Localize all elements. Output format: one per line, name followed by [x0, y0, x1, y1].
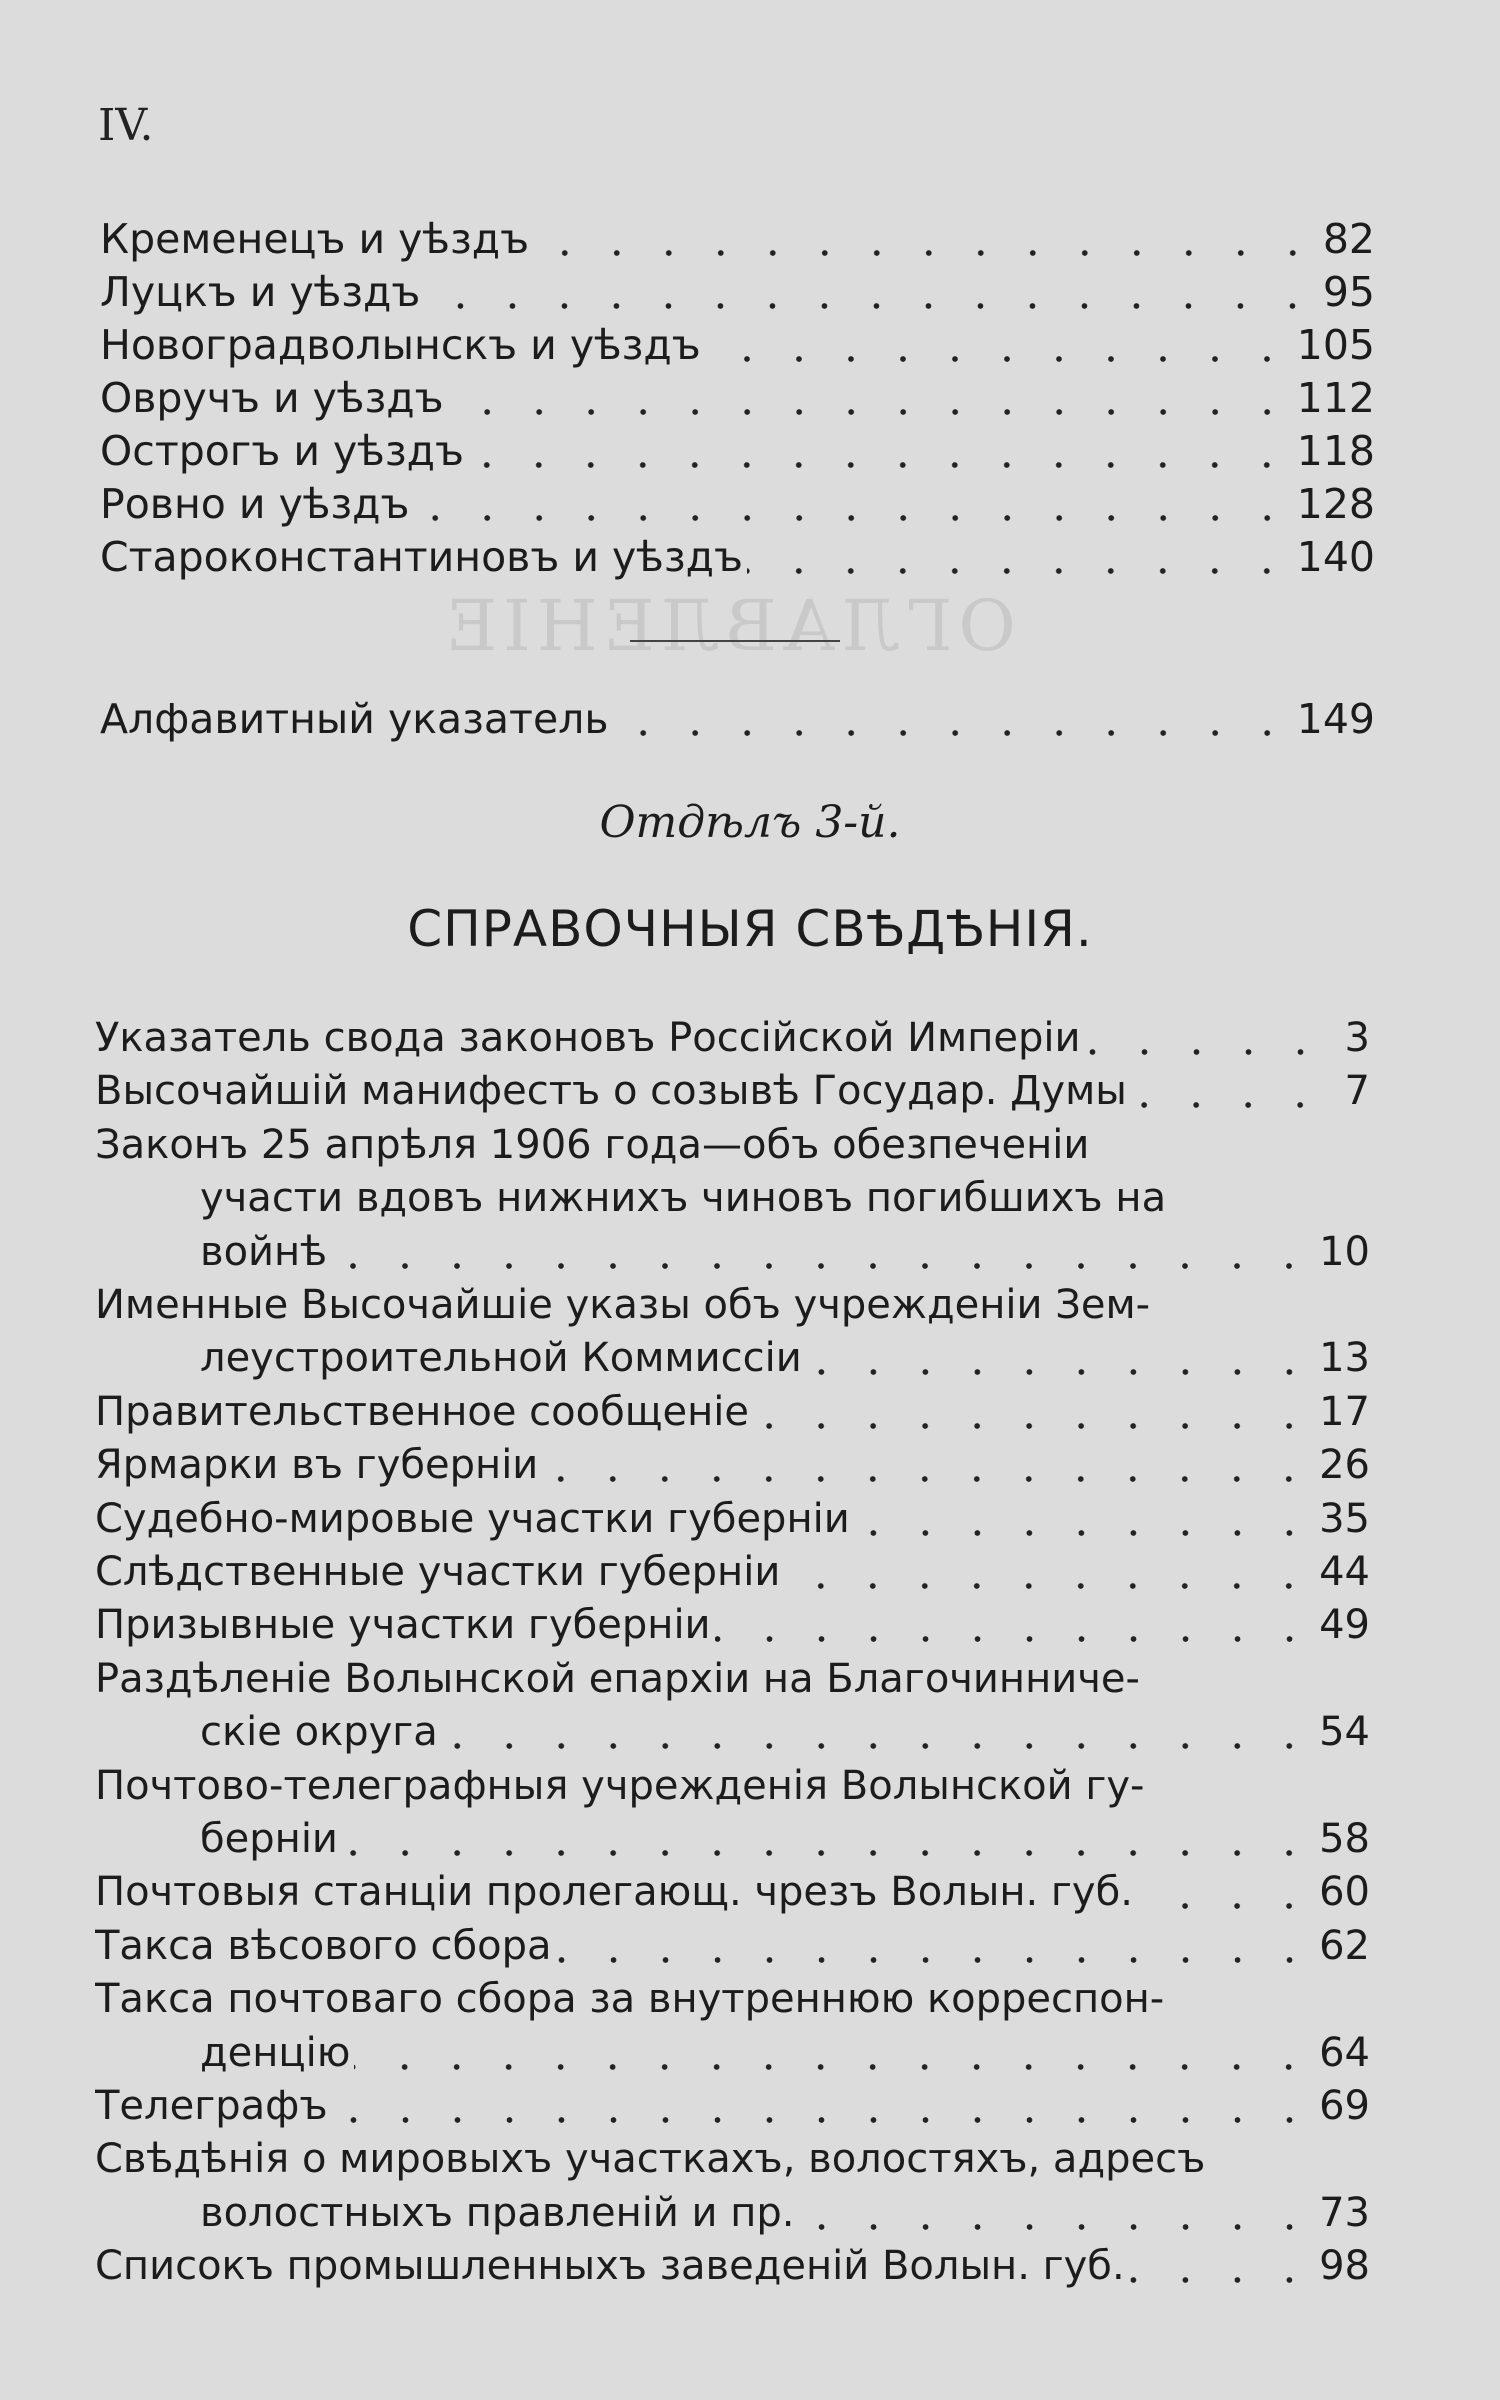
dot-leader [747, 531, 1293, 584]
dot-leader [753, 1386, 1315, 1439]
toc-entry [100, 478, 1375, 531]
toc-entry [95, 1065, 1370, 1118]
dot-leader [448, 372, 1293, 425]
toc-entry-title: леустроительной Коммиссіи [200, 1335, 802, 1382]
toc-entry-title: Слѣдственные участки губерніи [95, 1549, 781, 1595]
dot-leader [715, 1599, 1316, 1652]
toc-entry-page: 118 [1296, 427, 1375, 475]
section-divider [630, 640, 840, 642]
toc-entry-title: Луцкъ и уѣздъ [100, 268, 421, 316]
toc-entry-page: 98 [1319, 2243, 1370, 2290]
dot-leader [414, 478, 1293, 531]
toc-entry-page: 128 [1296, 480, 1375, 528]
toc-entry-page: 62 [1319, 1922, 1370, 1969]
toc-entry-title: Острогъ и уѣздъ [100, 427, 464, 475]
toc-entry-title: Кременецъ и уѣздъ [100, 215, 530, 263]
dot-leader [784, 1546, 1315, 1599]
toc-entry-page: 44 [1319, 1549, 1370, 1595]
toc-entry [100, 531, 1375, 584]
show-through-text: ОГЛАВЛЕНІЕ [440, 585, 1016, 667]
dot-leader [332, 2080, 1315, 2133]
toc-entry [95, 1279, 1370, 1332]
toc-entry-title: войнѣ [200, 1228, 328, 1275]
dot-leader [542, 1439, 1315, 1492]
dot-leader [1131, 1065, 1326, 1118]
toc-entry-title: Правительственное сообщеніе [95, 1388, 749, 1435]
toc-entry-title: Призывные участки губерніи [95, 1602, 711, 1649]
toc-entry [95, 1599, 1370, 1652]
toc-entry-title: Раздѣленіе Волынской епархіи на Благочинниче- [95, 1655, 1140, 1702]
toc-entry-title: Такса почтоваго сбора за внутреннюю корреспон- [95, 1976, 1165, 2023]
dot-leader [424, 266, 1318, 319]
toc-entry-title: Новоградволынскъ и уѣздъ [100, 321, 701, 369]
toc-entry [200, 2187, 1370, 2240]
toc-entry-page: 7 [1344, 1068, 1370, 1115]
dot-leader [331, 1226, 1315, 1279]
dot-leader [799, 2187, 1316, 2240]
toc-entry-page: 17 [1319, 1388, 1370, 1435]
toc-entry-page: 26 [1319, 1442, 1370, 1489]
toc-entry [95, 1973, 1370, 2026]
toc-entry-title: берніи [200, 1816, 338, 1862]
dot-leader [556, 1920, 1316, 1973]
toc-entry [100, 213, 1375, 266]
toc-entry [200, 2027, 1370, 2080]
dot-leader [342, 1813, 1315, 1866]
toc-entry-page: 112 [1296, 374, 1375, 422]
toc-entry-title: Овручъ и уѣздъ [100, 374, 444, 422]
toc-entry-title: денцію [200, 2029, 351, 2076]
page-number: IV. [98, 100, 154, 151]
toc-entry-page: 82 [1322, 215, 1375, 263]
toc-entry-page: 73 [1319, 2189, 1370, 2236]
toc-entry [100, 693, 1375, 746]
toc-entry [100, 266, 1375, 319]
toc-entry [95, 1920, 1370, 1973]
dot-leader [1129, 2240, 1315, 2293]
toc-entry [100, 372, 1375, 425]
toc-entry-title: участи вдовъ нижнихъ чиновъ погибшихъ на [200, 1175, 1167, 1222]
toc-entry-page: 140 [1296, 533, 1375, 581]
dot-leader [806, 1332, 1315, 1385]
toc-entry-page: 95 [1322, 268, 1375, 316]
toc-entry-title: Староконстантиновъ и уѣздъ [100, 533, 743, 581]
toc-entry-title: скіе округа [200, 1709, 438, 1756]
toc-entry-page: 49 [1319, 1602, 1370, 1649]
toc-entry-page: 35 [1319, 1495, 1370, 1542]
toc-entry-title: Алфавитный указатель [100, 695, 609, 743]
toc-entry-page: 105 [1296, 321, 1375, 369]
toc-entry-title: Такса вѣсового сбора [95, 1922, 552, 1969]
toc-entry [200, 1332, 1370, 1385]
toc-entry-page: 69 [1319, 2083, 1370, 2129]
section-title: СПРАВОЧНЫЯ СВѢДѢНІЯ. [407, 900, 1093, 958]
dot-leader [442, 1706, 1315, 1759]
dot-leader [468, 425, 1293, 478]
toc-entry-page: 58 [1319, 1816, 1370, 1862]
toc-entry-title: Почтово-телеграфныя учрежденія Волынской гу- [95, 1762, 1145, 1809]
toc-entry [95, 1386, 1370, 1439]
toc-entry-title: Высочайшій манифестъ о созывѣ Государ. Думы [95, 1068, 1127, 1115]
toc-entry [200, 1226, 1370, 1279]
section-label: Отдѣлъ 3-й. [599, 797, 901, 848]
toc-entry [95, 1546, 1370, 1599]
toc-entry [95, 1493, 1370, 1546]
toc-entry [200, 1813, 1370, 1866]
dot-leader [705, 319, 1293, 372]
toc-entry-title: Указатель свода законовъ Россійской Имперіи [95, 1015, 1081, 1061]
toc-entry-title: Ярмарки въ губерніи [95, 1442, 539, 1489]
toc-entry-page: 60 [1319, 1869, 1370, 1916]
dot-leader [613, 693, 1293, 746]
toc-entry-page: 64 [1319, 2029, 1370, 2076]
toc-entry [95, 1119, 1370, 1172]
toc-entry-title: Почтовыя станціи пролегающ. чрезъ Волын. губ. [95, 1869, 1133, 1916]
toc-entry-title: Свѣдѣнія о мировыхъ участкахъ, волостяхъ, адресъ [95, 2136, 1206, 2183]
toc-entry [100, 425, 1375, 478]
toc-entry-title: Именные Высочайшіе указы объ учрежденіи Зем- [95, 1282, 1151, 1328]
toc-entry-title: Законъ 25 апрѣля 1906 года—объ обезпеченіи [95, 1121, 1090, 1168]
dot-leader [1085, 1012, 1327, 1065]
toc-entry [95, 1653, 1370, 1706]
toc-entry-title: Ровно и уѣздъ [100, 480, 410, 528]
dot-leader [533, 213, 1319, 266]
toc-entry [95, 1760, 1370, 1813]
toc-entry [100, 319, 1375, 372]
dot-leader [854, 1493, 1315, 1546]
toc-entry-title: Списокъ промышленныхъ заведеній Волын. губ. [95, 2243, 1125, 2290]
toc-entry-page: 13 [1319, 1335, 1370, 1382]
toc-entry-title: Судебно-мировые участки губерніи [95, 1495, 850, 1542]
toc-entry [95, 2133, 1370, 2186]
toc-entry [95, 1866, 1370, 1919]
toc-entry [95, 2240, 1370, 2293]
toc-entry [200, 1706, 1370, 1759]
dot-leader [1137, 1866, 1315, 1919]
toc-entry-page: 54 [1319, 1709, 1370, 1756]
toc-entry-title: волостныхъ правленій и пр. [200, 2189, 795, 2236]
toc-entry [200, 1172, 1370, 1225]
toc-entry-title: Телеграфъ [95, 2083, 328, 2129]
toc-entry [95, 1012, 1370, 1065]
dot-leader [354, 2027, 1315, 2080]
toc-entry-page: 149 [1296, 695, 1375, 743]
toc-entry-page: 10 [1319, 1228, 1370, 1275]
toc-entry [95, 1439, 1370, 1492]
toc-entry [95, 2080, 1370, 2133]
toc-entry-page: 3 [1344, 1015, 1370, 1061]
